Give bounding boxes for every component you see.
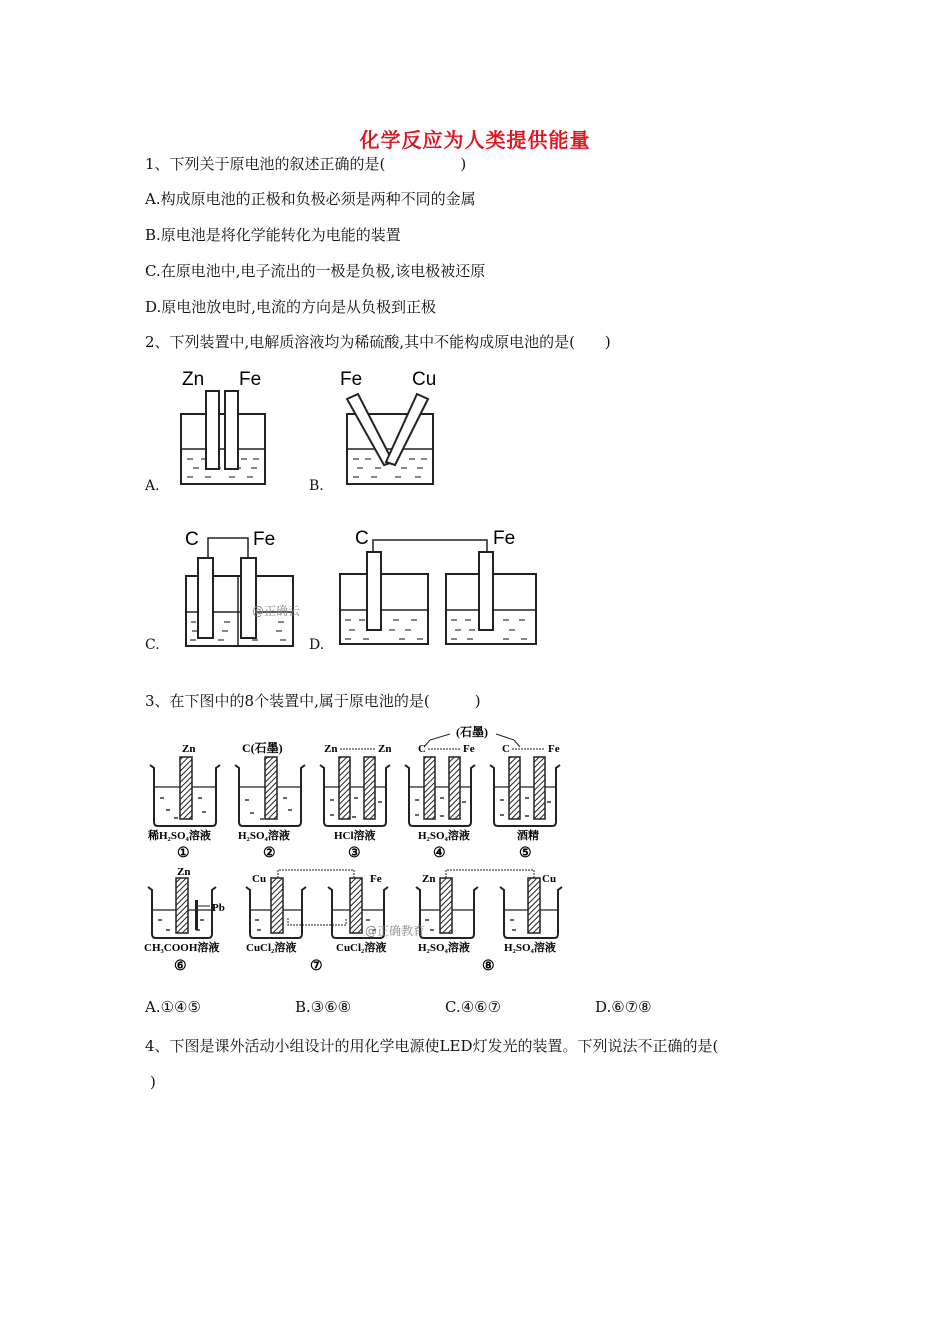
zn-electrode	[339, 757, 350, 819]
watermark: @正确教育	[365, 924, 426, 938]
device-number: ③	[348, 846, 361, 861]
electrode-label: Zn	[422, 873, 436, 885]
device-number: ④	[433, 846, 446, 861]
electrode-label: Zn	[177, 866, 191, 878]
electrode-label: C	[418, 743, 426, 755]
q1-option-b: B.原电池是将化学能转化为电能的装置	[145, 226, 401, 244]
document-title: 化学反应为人类提供能量	[359, 128, 591, 152]
electrode-label: Fe	[548, 743, 560, 755]
c-electrode	[424, 757, 435, 819]
device-2	[235, 740, 305, 861]
solution-label: H₂SO₄溶液	[418, 830, 470, 842]
fe-electrode	[534, 757, 545, 819]
fe-electrode	[347, 394, 393, 465]
electrode-label: Fe	[370, 873, 382, 885]
q2-label-d: D.	[309, 637, 325, 653]
solution-label: H₂SO₄溶液	[504, 942, 556, 954]
device-number: ⑧	[482, 959, 495, 974]
q3-figure	[140, 720, 580, 975]
solution-label: CH₃COOH溶液	[144, 942, 220, 954]
fe-electrode	[449, 757, 460, 819]
watermark: @正确云	[252, 604, 301, 618]
electrode-label-fe: Fe	[493, 528, 516, 549]
electrode-label-zn: Zn	[182, 369, 205, 390]
cu-electrode	[386, 394, 428, 465]
beaker-left	[340, 574, 428, 644]
zn-electrode	[206, 391, 219, 469]
q3-option-d: D.⑥⑦⑧	[595, 998, 652, 1016]
device-5	[490, 743, 560, 861]
electrode-label: Zn	[182, 743, 196, 755]
fe-electrode	[479, 552, 493, 630]
connecting-wire	[373, 540, 487, 552]
electrode-label-fe: Fe	[253, 529, 276, 550]
zn-electrode	[364, 757, 375, 819]
pb-electrode	[195, 900, 198, 930]
electrode-label: Cu	[542, 873, 557, 885]
q2-figure-b	[335, 364, 445, 489]
salt-bridge	[288, 918, 346, 925]
q2-figure-d	[333, 522, 548, 650]
q4-stem-close: )	[150, 1073, 156, 1091]
q3-option-b: B.③⑥⑧	[295, 998, 352, 1016]
electrode-label: Fe	[463, 743, 475, 755]
device-3	[320, 743, 391, 861]
electrode-label-fe: Fe	[340, 369, 363, 390]
device-number: ⑤	[519, 846, 532, 861]
cu-electrode	[528, 878, 540, 933]
graphite-label: (石墨)	[456, 725, 488, 739]
q1-option-c: C.在原电池中,电子流出的一极是负极,该电极被还原	[145, 262, 486, 280]
q1-option-a: A.构成原电池的正极和负极必须是两种不同的金属	[145, 190, 476, 208]
device-number: ⑥	[174, 959, 187, 974]
q4-stem: 4、下图是课外活动小组设计的用化学电源使LED灯发光的装置。下列说法不正确的是(	[145, 1037, 719, 1055]
solution-label: 稀H₂SO₄溶液	[148, 830, 211, 842]
device-6	[144, 866, 225, 974]
zn-electrode	[440, 878, 452, 933]
electrode-label-fe: Fe	[239, 369, 262, 390]
device-8	[416, 870, 562, 974]
solution-label: CuCl₂溶液	[246, 942, 297, 954]
q2-label-a: A.	[145, 478, 160, 494]
q2-label-c: C.	[145, 637, 160, 653]
device-number: ②	[263, 846, 276, 861]
device-4	[405, 743, 475, 861]
solution-label: H₂SO₄溶液	[418, 942, 470, 954]
q2-figure-a	[175, 364, 275, 489]
q3-option-c: C.④⑥⑦	[445, 998, 502, 1016]
electrode-label-c: C	[355, 528, 369, 549]
zn-electrode	[180, 757, 192, 819]
electrolyte-dashes	[187, 459, 259, 477]
electrode-label: Zn	[378, 743, 392, 755]
electrode-label: Cu	[252, 873, 267, 885]
electrode-label-cu: Cu	[412, 369, 437, 390]
c-electrode	[198, 558, 213, 638]
c-electrode	[367, 552, 381, 630]
device-number: ①	[177, 846, 190, 861]
graphite-electrode	[265, 757, 277, 819]
q2-stem: 2、下列装置中,电解质溶液均为稀硫酸,其中不能构成原电池的是( )	[145, 333, 611, 351]
solution-label: HCl溶液	[334, 830, 376, 842]
electrode-label: C	[502, 743, 510, 755]
electrode-label: Pb	[212, 902, 225, 914]
q1-stem: 1、下列关于原电池的叙述正确的是( )	[145, 155, 467, 173]
electrode-label-c: C	[185, 529, 199, 550]
electrode-label: Zn	[324, 743, 338, 755]
c-electrode	[509, 757, 520, 819]
q3-option-a: A.①④⑤	[145, 998, 201, 1016]
q2-label-b: B.	[309, 478, 324, 494]
fe-electrode	[350, 878, 362, 933]
fe-electrode	[225, 391, 238, 469]
solution-label: 酒精	[517, 830, 539, 842]
cu-electrode	[271, 878, 283, 933]
fe-electrode	[241, 558, 256, 638]
zn-electrode	[176, 878, 188, 933]
solution-label: H₂SO₄溶液	[238, 830, 290, 842]
device-number: ⑦	[310, 959, 323, 974]
electrode-label: C(石墨)	[242, 741, 283, 755]
q3-stem: 3、在下图中的8个装置中,属于原电池的是( )	[145, 692, 481, 710]
solution-label: CuCl₂溶液	[336, 942, 387, 954]
connecting-wire	[208, 538, 248, 558]
device-1	[147, 743, 220, 861]
q2-figure-c	[178, 524, 308, 652]
q1-option-d: D.原电池放电时,电流的方向是从负极到正极	[145, 298, 437, 316]
